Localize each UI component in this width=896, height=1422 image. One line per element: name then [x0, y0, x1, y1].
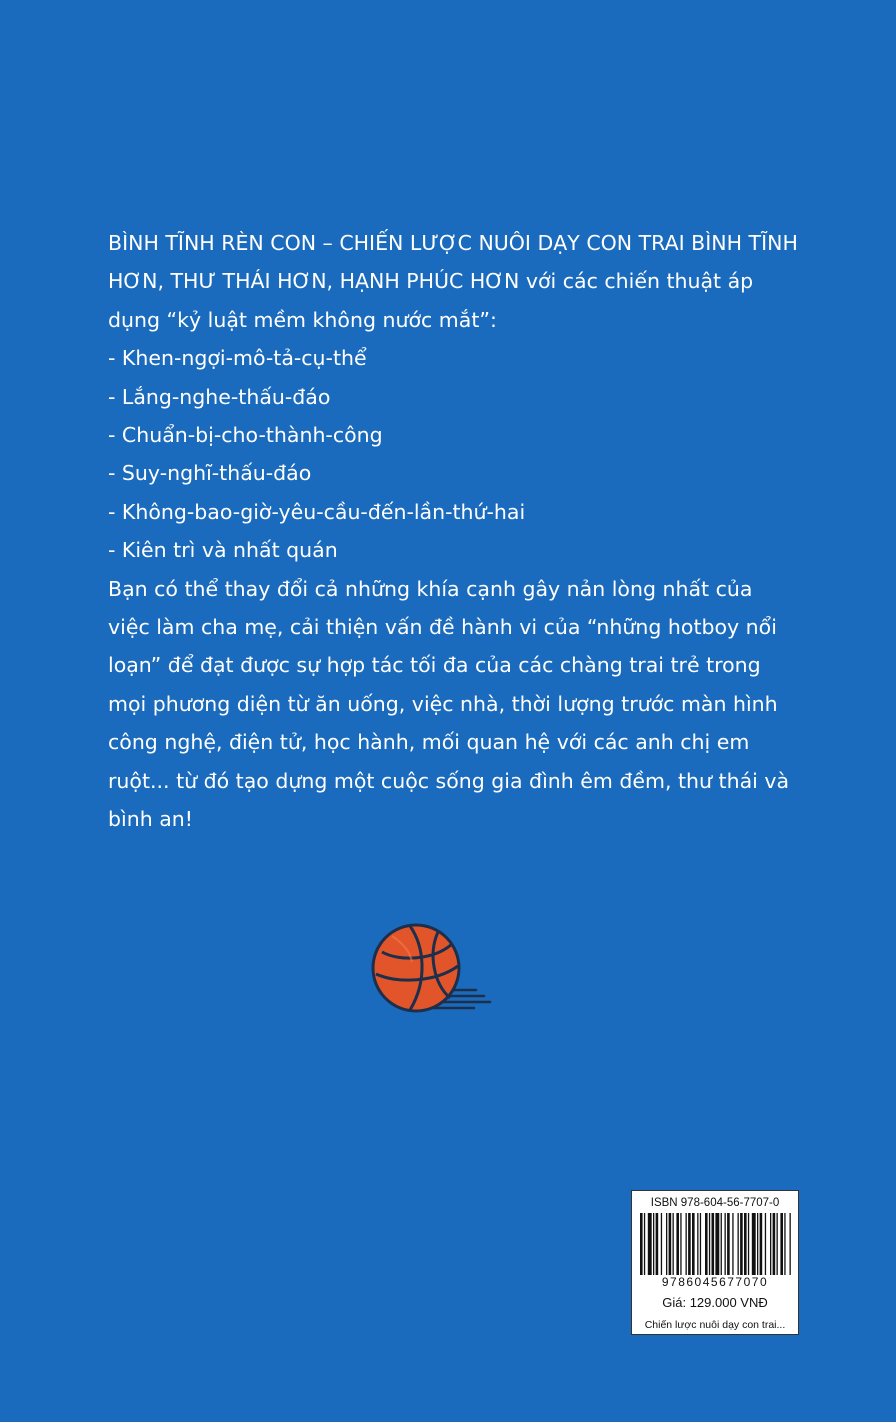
barcode-bar — [740, 1213, 743, 1275]
barcode-bar — [656, 1213, 659, 1275]
barcode-box — [631, 1190, 799, 1318]
barcode-bar — [752, 1213, 756, 1275]
barcode-bar — [712, 1213, 715, 1275]
barcode-bar — [692, 1213, 695, 1275]
barcode-bar — [688, 1213, 691, 1275]
barcode-bar — [644, 1213, 645, 1275]
barcode-bar — [686, 1213, 687, 1275]
barcode-bar — [700, 1213, 701, 1275]
barcode-bar — [770, 1213, 771, 1275]
barcode-bar — [790, 1213, 791, 1275]
barcode-bar — [738, 1213, 739, 1275]
list-item: - Kiên trì và nhất quán — [108, 538, 338, 563]
strategy-list — [108, 339, 798, 569]
barcode-bar — [697, 1213, 698, 1275]
barcode-bar — [648, 1213, 652, 1275]
barcode-bar — [640, 1213, 643, 1275]
barcode-bar — [773, 1213, 776, 1275]
barcode-bar — [673, 1213, 674, 1275]
intro-rest: với các chiến thuật áp dụng “kỷ luật mềm không nước mắt”: — [108, 269, 754, 332]
barcode-digits: 9786045677070 — [661, 1275, 769, 1289]
back-cover-blurb — [108, 224, 798, 839]
price-label: Giá: 129.000 VNĐ — [662, 1295, 768, 1310]
book-title-strip: Chiến lược nuôi dạy con trai... — [631, 1316, 799, 1335]
barcode-bars — [638, 1213, 792, 1275]
barcode-bar — [666, 1213, 667, 1275]
isbn-label: ISBN 978-604-56-7707-0 — [650, 1197, 780, 1209]
closing-paragraph: Bạn có thể thay đổi cả những khía cạnh gây nản lòng nhất của việc làm cha mẹ, cải thiện vấn đề hành vi của “những hotboy nổi loạn” để đạt được sự hợp tác tối đa của các chàng trai trẻ trong mọi phương diện từ ăn uống, việc nhà, thời lượng trước màn hình công nghệ, điện tử, học hành, mối quan hệ với các anh chị em ruột... từ đó tạo dựng một cuộc sống gia đình êm đềm, thư thái và bình an! — [108, 576, 790, 832]
barcode-bar — [732, 1213, 733, 1275]
barcode-bar — [757, 1213, 758, 1275]
list-item: - Không-bao-giờ-yêu-cầu-đến-lần-thứ-hai — [108, 499, 526, 524]
barcode-bar — [709, 1213, 710, 1275]
barcode-bar — [661, 1213, 662, 1275]
list-item: - Suy-nghĩ-thấu-đáo — [108, 461, 312, 486]
barcode-bar — [744, 1213, 747, 1275]
barcode-bar — [721, 1213, 722, 1275]
barcode-bar — [727, 1213, 730, 1275]
barcode-bar — [780, 1213, 783, 1275]
barcode-bar — [669, 1213, 672, 1275]
barcode-bar — [715, 1213, 719, 1275]
barcode-bar — [725, 1213, 726, 1275]
barcode-bar — [653, 1213, 654, 1275]
barcode-bar — [765, 1213, 766, 1275]
intro-title: BÌNH TĨNH RÈN CON – CHIẾN LƯỢC NUÔI DẠY CON TRAI BÌNH TĨNH HƠN, THƯ THÁI HƠN, HẠNH PHÚC HƠN — [108, 231, 798, 294]
barcode-bar — [760, 1213, 763, 1275]
barcode-bar — [705, 1213, 708, 1275]
basketball-icon — [370, 922, 494, 1016]
barcode-bar — [748, 1213, 749, 1275]
barcode-bar — [680, 1213, 681, 1275]
list-item: - Lắng-nghe-thấu-đáo — [108, 384, 331, 409]
barcode-bar — [777, 1213, 778, 1275]
barcode-bar — [784, 1213, 785, 1275]
barcode-bar — [676, 1213, 679, 1275]
list-item: - Khen-ngợi-mô-tả-cụ-thể — [108, 346, 367, 371]
list-item: - Chuẩn-bị-cho-thành-công — [108, 423, 383, 448]
intro-paragraph — [108, 224, 798, 339]
